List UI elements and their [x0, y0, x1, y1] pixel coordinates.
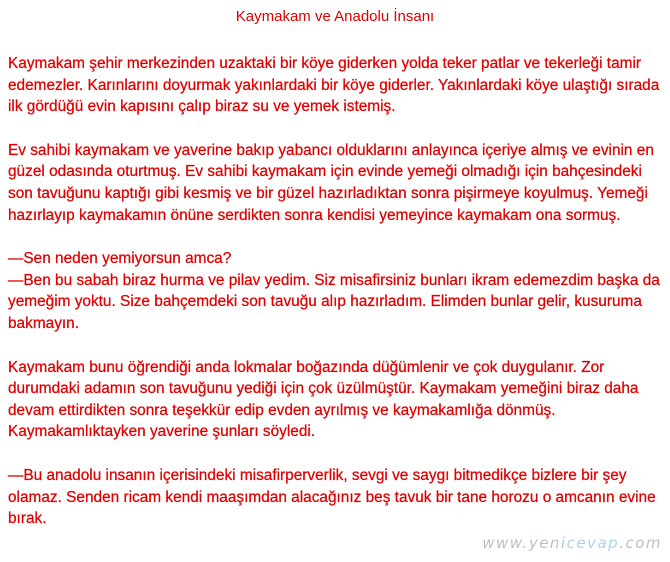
dialog-line-question: —Sen neden yemiyorsun amca? — [8, 250, 232, 268]
document-title: Kaymakam ve Anadolu İnsanı — [235, 8, 435, 25]
document-body — [8, 53, 668, 552]
closing-quote: —Bu anadolu insanın içerisindeki misafirperverlik, sevgi ve saygı bitmedikçe bizlere bir şey olamaz. Senden ricam kendi maaşımdan alacağınız beş tavuk bir tane horozu o amcanın evine bırak. — [8, 466, 656, 528]
paragraph-3: Kaymakam bunu öğrendiği anda lokmalar boğazında düğümlenir ve çok duygulanır. Zor durumdaki adamın son tavuğunu yediği için çok üzülmüştür. Kaymakam yemeğini biraz daha devam ettirdikten sonra teşekkür edip evden ayrılmış ve kaymakamlığa dönmüş. Kaymakamlıktayken yaverine şunları söyledi. — [8, 358, 639, 441]
watermark-prefix: www.yeni — [482, 534, 567, 552]
site-watermark — [482, 534, 662, 552]
watermark-suffix: .com — [619, 534, 662, 552]
paragraph-2: Ev sahibi kaymakam ve yaverine bakıp yabancı olduklarını anlayınca içeriye almış ve evinin en güzel odasında oturtmuş. Ev sahibi kaymakam için evinde yemeği olmadığı için bahçesindeki son tavuğunu kaptığı gibi kesmiş ve bir güzel hazırladıktan sonra pişirmeye koyulmuş. Yemeği hazırlayıp kaymakamın önüne serdikten sonra kendisi yemeyince kaymakam ona sormuş. — [8, 141, 654, 224]
dialog-line-answer: —Ben bu sabah biraz hurma ve pilav yedim. Siz misafirsiniz bunları ikram edemezdim başka da yemeğim yoktu. Size bahçemdeki son tavuğu alıp hazırladım. Elimden bunlar gelir, kusuruma bakmayın. — [8, 271, 660, 332]
dialog-block — [8, 248, 668, 334]
watermark-accent: cevap — [566, 534, 620, 552]
paragraph-1: Kaymakam şehir merkezinden uzaktaki bir köye giderken yolda teker patlar ve tekerleği tamir edemezler. Karınlarını doyurmak yakınlardaki bir köye giderler. Yakınlardaki köye ulaştığı sırada ilk gördüğü evin kapısını çalıp biraz su ve yemek istemiş. — [8, 55, 660, 116]
